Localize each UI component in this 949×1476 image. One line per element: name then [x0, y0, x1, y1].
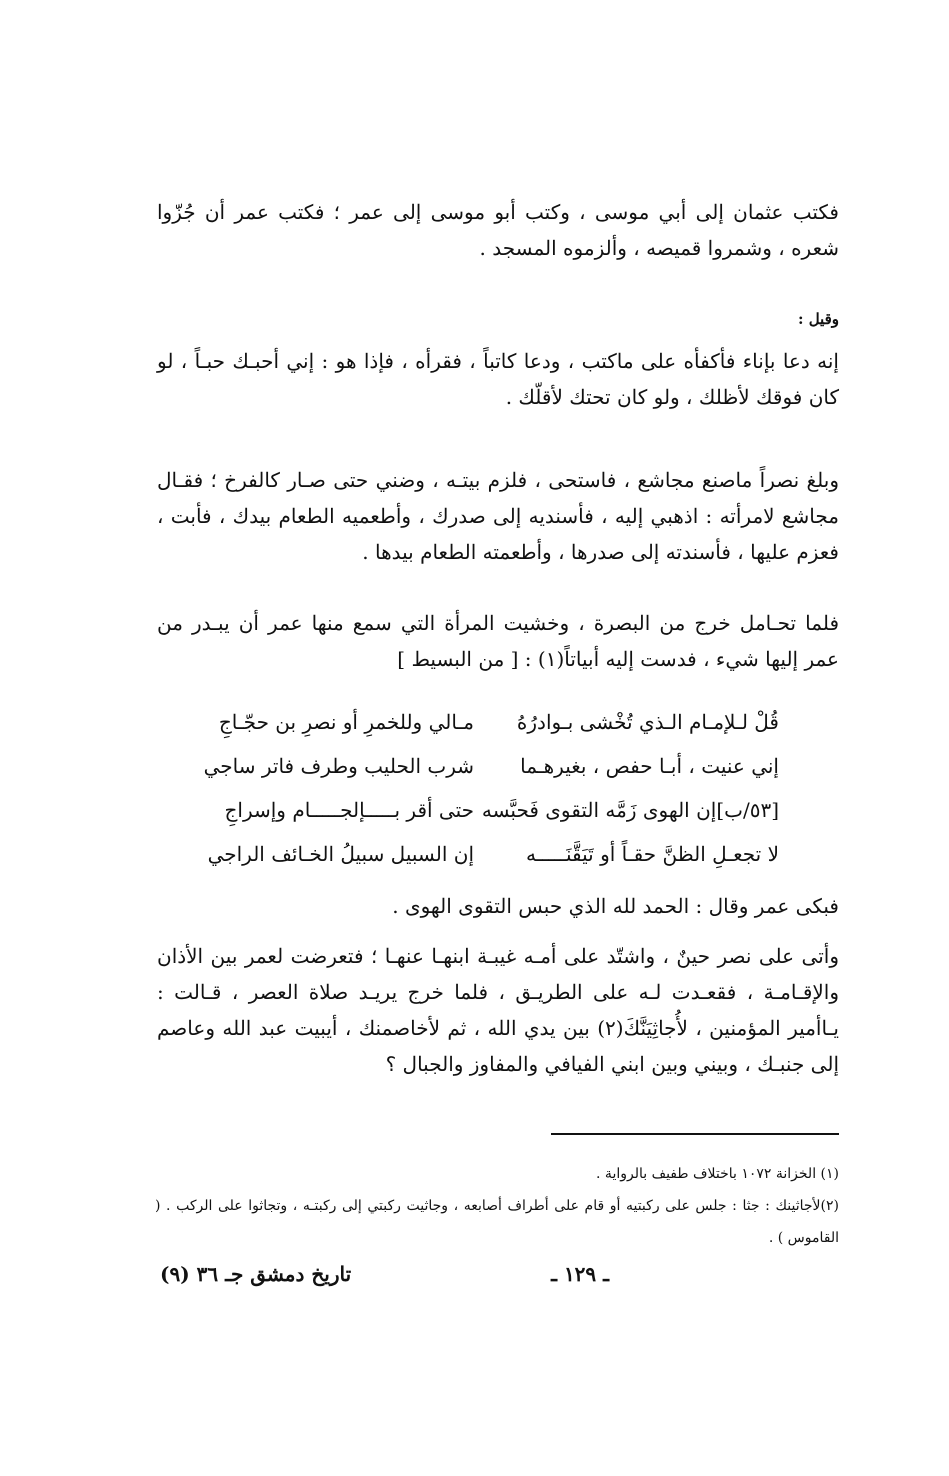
section-heading: وقيل : — [797, 310, 839, 328]
poem-verse — [203, 744, 779, 788]
paragraph-6: وأتى على نصر حينٌ ، واشتّد على أمـه غيبـة ابنهـا عنهـا ؛ فتعرضت لعمر بين الأذان والإقـامـة ، فقعـدت لـه على الطريـق ، فلما خرج يريـد صلاة العصر ، قـالت : يـاأمير المؤمنين ، لأُجاثِيَنَّكَ(٢) بين يدي الله ، ثم لأخاصمنك ، أيبيت عبد الله وعاصم إلى جنبـك ، وبيني وبين ابني الفيافي والمفاوز والجبال ؟ — [157, 944, 839, 1076]
page-footer — [160, 1262, 839, 1292]
paragraph-2: إنه دعا بإناء فأكفأه على ماكتب ، ودعا كاتباً ، فقرأه ، فإذا هو : إني أحبـك حبـاً ، لو كان فوقك لأظلك ، ولو كان تحتك لأقلّك . — [157, 349, 839, 409]
verse-second-hemistich: إن السبيل سبيلُ الخـائف الراجي — [207, 842, 474, 866]
verse-second-hemistich: مـالي وللخمرِ أو نصرِ بن حجّـاجِ — [218, 710, 474, 734]
paragraph-5: فبكى عمر وقال : الحمد لله الذي حبس التقوى الهوى . — [392, 894, 839, 918]
page-number: ـ ١٢٩ ـ — [551, 1262, 609, 1286]
verse-first-hemistich: قُلْ لـلإمـام الـذي تُخْشى بـوادرُهُ — [516, 710, 779, 734]
verse-first-hemistich: إني عنيت ، أبـا حفص ، بغيرهـما — [520, 754, 779, 778]
poem-verse — [219, 700, 779, 744]
paragraph-4: فلما تحـامل خرج من البصرة ، وخشيت المرأة التي سمع منها عمر أن يبـدر من عمر إليها شيء ، فدست إليه أبياتاً(١) : [ من البسيط ] — [157, 611, 839, 671]
verse-second-hemistich: شرب الحليب وطرف فاتر ساجي — [203, 754, 474, 778]
verse-second-hemistich: حتى أقر بـــــإلجـــــام وإسراجِ — [224, 798, 474, 822]
footnotes — [155, 1158, 839, 1254]
paragraph-3: وبلغ نصراً ماصنع مجاشع ، فاستحى ، فلزم بيتـه ، وضني حتى صـار كالفرخ ؛ فقـال مجاشع لامرأته : اذهبي إليه ، فأسنديه إلى صدرك ، وأطعميه الطعام بيدك ، فأبت ، فعزم عليها ، فأسندته إلى صدرها ، وأطعمته الطعام بيدها . — [157, 468, 839, 564]
paragraph-1: فكتب عثمان إلى أبي موسى ، وكتب أبو موسى إلى عمر ؛ فكتب عمر أن جُزّوا شعره ، وشمروا قميصه ، وألزموه المسجد . — [157, 200, 839, 260]
verse-first-hemistich: [٥٣/ب]إن الهوى زَمَّه التقوى فَحبَّسه — [481, 798, 779, 822]
footnote-1: (١) الخزانة ١٠٧٢ باختلاف طفيف بالرواية . — [596, 1166, 839, 1182]
poem-verse — [207, 832, 779, 876]
footnote-divider — [551, 1133, 839, 1135]
book-title: تاريخ دمشق جـ ٣٦ (٩) — [160, 1262, 352, 1286]
verse-first-hemistich: لا تجعـلِ الظنَّ حقـاً أو تَيَقَّنَـــــه — [525, 842, 779, 866]
poem-verse — [219, 788, 779, 832]
poem — [203, 700, 779, 876]
footnote-2: (٢)لأجاثينك : جثا : جلس على ركبتيه أو قام على أطراف أصابعه ، وجاثيت ركبتي إلى ركبتـه ، وتجاثوا على الركب . ( القاموس ) . — [155, 1198, 839, 1246]
